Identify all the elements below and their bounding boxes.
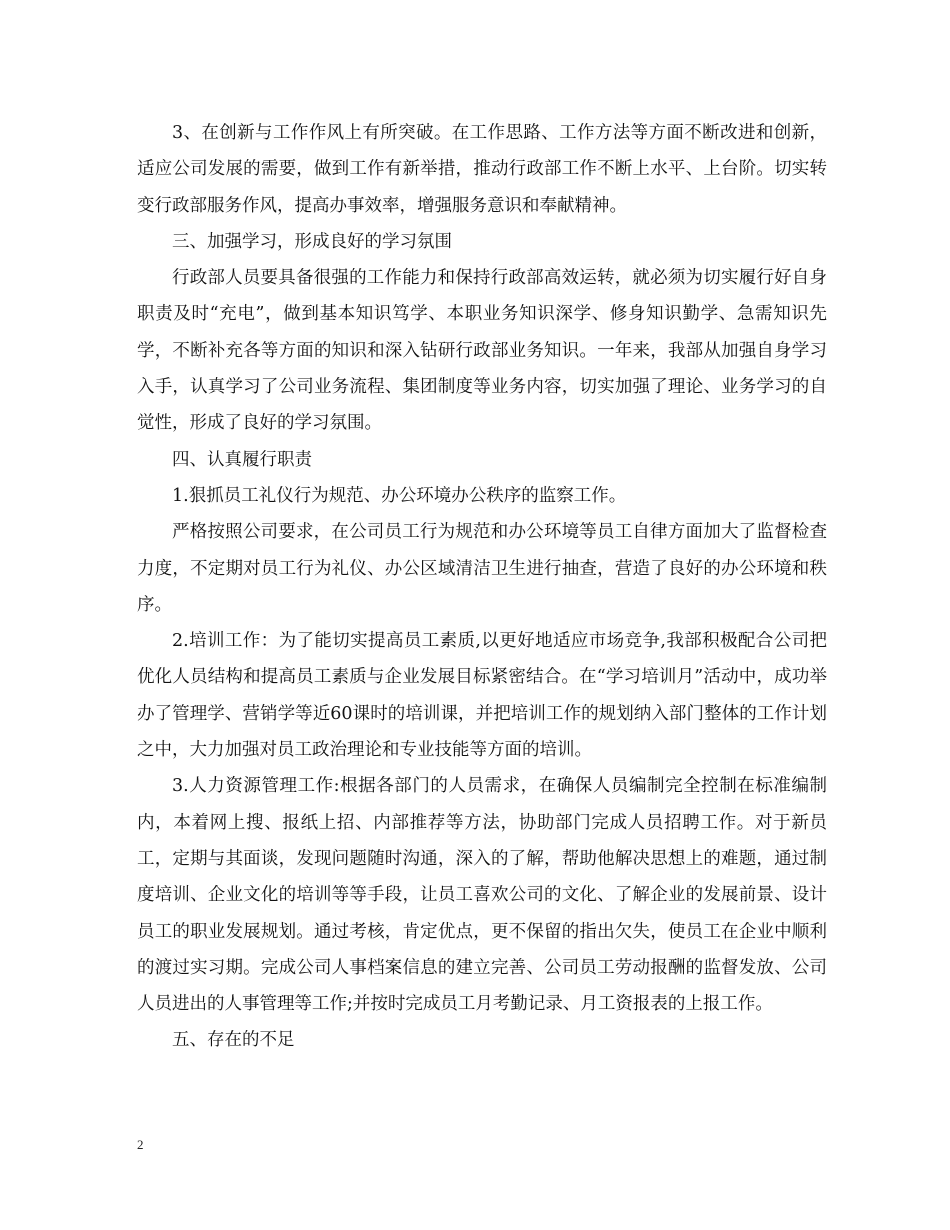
paragraph-hr: 3.人力资源管理工作:根据各部门的人员需求，在确保人员编制完全控制在标准编制内，本着网上搜、报纸上招、内部推荐等方法，协助部门完成人员招聘工作。对于新员工，定期与其面谈，发现问题随时沟通，深入的了解，帮助他解决思想上的难题，通过制度培训、企业文化的培训等等手段，让员工喜欢公司的文化、了解企业的发展前景、设计员工的职业发展规划。通过考核，肯定优点，更不保留的指出欠失，使员工在企业中顺利的渡过实习期。完成公司人事档案信息的建立完善、公司员工劳动报酬的监督发放、公司人员进出的人事管理等工作;并按时完成员工月考勤记录、月工资报表的上报工作。 (137, 776, 827, 1015)
page-number: 2 (137, 1137, 144, 1152)
paragraph-etiquette: 严格按照公司要求，在公司员工行为规范和办公环境等员工自律方面加大了监督检查力度，不定期对员工行为礼仪、办公区域清洁卫生进行抽查，营造了良好的办公环境和秩序。 (137, 522, 827, 615)
paragraph-study: 行政部人员要具备很强的工作能力和保持行政部高效运转，就必须为切实履行好自身职责及时“充电”，做到基本知识笃学、本职业务知识深学、修身知识勤学、急需知识先学，不断补充各等方面的知识和深入钻研行政部业务知识。一年来，我部从加强自身学习入手，认真学习了公司业务流程、集团制度等业务内容，切实加强了理论、业务学习的自觉性，形成了良好的学习氛围。 (137, 268, 827, 434)
subheading-etiquette: 1.狠抓员工礼仪行为规范、办公环境办公秩序的监察工作。 (172, 485, 627, 506)
paragraph-innovation: 3、在创新与工作作风上有所突破。在工作思路、工作方法等方面不断改进和创新，适应公司发展的需要，做到工作有新举措，推动行政部工作不断上水平、上台阶。切实转变行政部服务作风，提高办事效率，增强服务意识和奉献精神。 (137, 123, 827, 216)
section-heading-duties: 四、认真履行职责 (172, 449, 312, 470)
document-body (137, 115, 827, 1059)
section-heading-study: 三、加强学习，形成良好的学习氛围 (172, 231, 452, 252)
section-heading-shortcomings: 五、存在的不足 (172, 1030, 295, 1051)
paragraph-training: 2.培训工作：为了能切实提高员工素质,以更好地适应市场竞争,我部积极配合公司把优化人员结构和提高员工素质与企业发展目标紧密结合。在“学习培训月”活动中，成功举办了管理学、营销学等近60课时的培训课，并把培训工作的规划纳入部门整体的工作计划之中，大力加强对员工政治理论和专业技能等方面的培训。 (137, 631, 827, 761)
